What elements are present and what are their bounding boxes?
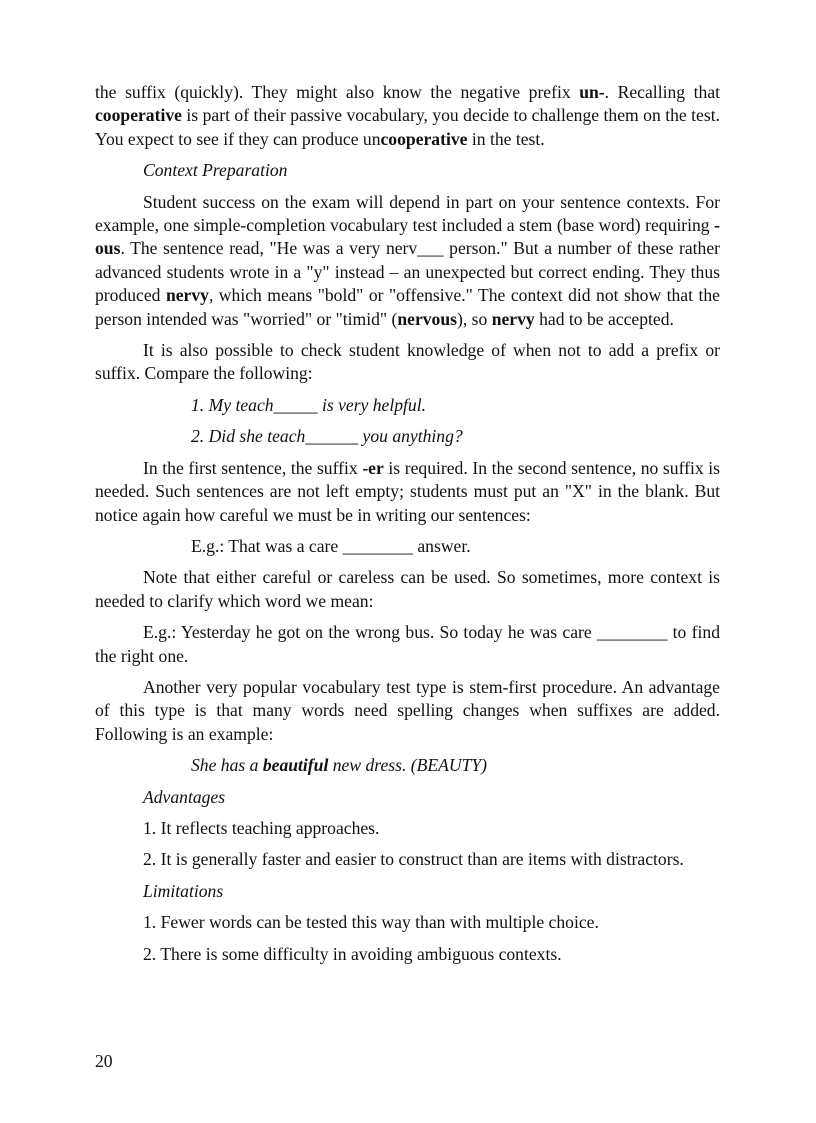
- advantage-item-1: 1. It reflects teaching approaches.: [143, 817, 380, 838]
- example-sentence-2: 2. Did she teach______ you anything?: [191, 426, 463, 447]
- limitation-item-1: 1. Fewer words can be tested this way than with multiple choice.: [143, 912, 599, 933]
- paragraph-student-success: Student success on the exam will depend in part on your sentence contexts. For example, one simple-completion vocabulary test included a stem (base word) requiring -ous. The sentence read, "He was a very nerv___ person." But a number of these rather advanced students wrote in a "y" instead – an unexpected but correct ending. They thus produced nervy, which means "bold" or "offensive." The context did not show that the person intended was "worried" or "timid" (nervous), so nervy had to be accepted.: [95, 191, 720, 329]
- paragraph-first-sentence: In the first sentence, the suffix -er is required. In the second sentence, no suffix is needed. Such sentences are not left empty; students must put an "X" in the blank. But notice again how careful we must be in writing our sentences:: [95, 457, 721, 525]
- example-wrong-bus: E.g.: Yesterday he got on the wrong bus. So today he was care ________ to find the right one.: [95, 622, 720, 666]
- example-sentence-1: 1. My teach_____ is very helpful.: [191, 394, 427, 415]
- paragraph-suffix-recall: the suffix (quickly). They might also know the negative prefix un-. Recalling that cooperative is part of their passive vocabulary, you decide to challenge them on the test. You expect to see if they can produce uncooperative in the test.: [95, 82, 721, 149]
- example-beauty: She has a beautiful new dress. (BEAUTY): [191, 755, 488, 776]
- heading-advantages: Advantages: [143, 786, 226, 807]
- advantage-item-2: 2. It is generally faster and easier to construct than are items with distractors.: [143, 849, 684, 870]
- page-number: 20: [95, 1051, 113, 1071]
- heading-context-preparation: Context Preparation: [143, 160, 288, 181]
- paragraph-prefix-check: It is also possible to check student knowledge of when not to add a prefix or suffix. Compare the following:: [95, 340, 720, 384]
- paragraph-careful-careless: Note that either careful or careless can be used. So sometimes, more context is needed to clarify which word we mean:: [95, 567, 720, 611]
- page-body: [95, 81, 720, 966]
- example-care-answer: E.g.: That was a care ________ answer.: [191, 535, 471, 556]
- limitation-item-2: 2. There is some difficulty in avoiding ambiguous contexts.: [143, 943, 562, 964]
- paragraph-stem-first: Another very popular vocabulary test type is stem-first procedure. An advantage of this type is that many words need spelling changes when suffixes are added. Following is an example:: [95, 676, 720, 744]
- heading-limitations: Limitations: [143, 880, 224, 901]
